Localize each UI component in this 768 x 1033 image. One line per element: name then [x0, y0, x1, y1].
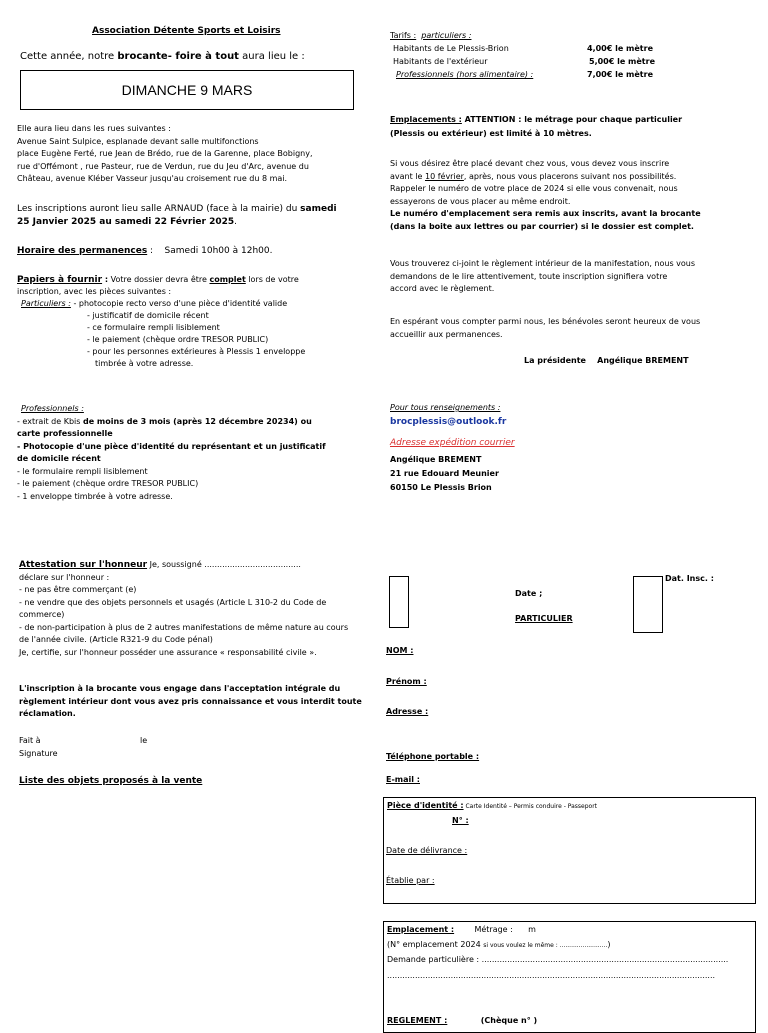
tarif-price: 5,00€ le mètre	[589, 57, 655, 66]
papers-label: Papiers à fournir	[17, 275, 103, 285]
engagement-line: règlement intérieur dont vous avez pris connaissance et vous interdit toute	[19, 696, 362, 706]
piece-label: Pièce d'identité :	[387, 801, 464, 810]
renseignements-label: Pour tous renseignements :	[390, 403, 501, 412]
num-empl-small[interactable]: si vous voulez le même : .........................	[483, 942, 608, 949]
association-title: Association Détente Sports et Loisirs	[92, 26, 281, 36]
reglement-line: Vous trouverez ci-joint le règlement intérieur de la manifestation, nous vous	[390, 259, 696, 268]
emplacements-text: (Plessis ou extérieur) est limité à 10 mètres.	[390, 129, 592, 138]
pros-line: de domicile récent	[17, 454, 101, 463]
particuliers-item: - pour les personnes extérieures à Plessis 1 enveloppe	[87, 347, 306, 356]
num-empl-close: )	[607, 940, 611, 949]
intro-pre: Cette année, notre	[20, 51, 115, 62]
streets-line: place Eugène Ferté, rue Jean de Brédo, rue de la Garenne, place Bobigny,	[17, 149, 313, 158]
particuliers-label: Particuliers :	[21, 299, 71, 308]
particuliers-item: - photocopie recto verso d'une pièce d'identité valide	[73, 299, 288, 308]
stamp-box-right[interactable]	[633, 576, 663, 633]
particuliers-item: - ce formulaire rempli lisiblement	[87, 323, 220, 332]
adresse-label: Adresse expédition courrier	[390, 438, 515, 448]
attestation-tail: Je, soussigné ......................................	[147, 560, 301, 569]
pros-line: - le paiement (chèque ordre TRESOR PUBLIC)	[17, 479, 199, 488]
pros-line: carte professionnelle	[17, 429, 113, 438]
piece-identite-box	[383, 797, 756, 904]
reglement-line: accord avec le règlement.	[390, 284, 495, 293]
tarifs-particuliers: particuliers :	[421, 31, 472, 40]
emplacements-text: ATTENTION : le métrage pour chaque particulier	[461, 115, 683, 124]
pros-label: Professionnels :	[21, 404, 84, 413]
piece-types: Carte Identité – Permis conduire - Passeport	[463, 803, 598, 810]
streets-line: Avenue Saint Sulpice, esplanade devant salle multifonctions	[17, 136, 259, 146]
registration-block	[17, 203, 337, 229]
adresse-block	[390, 453, 499, 495]
piece-identite-header	[387, 801, 597, 811]
particuliers-item: - le paiement (chèque ordre TRESOR PUBLIC)	[87, 335, 269, 344]
streets-line: Château, avenue Kléber Vasseur jusqu'au croisement rue du 8 mai.	[17, 174, 288, 183]
metrage-unit: m	[528, 925, 536, 934]
signature-label: Signature	[19, 749, 58, 758]
attestation-line: commerce)	[19, 610, 65, 619]
event-date: DIMANCHE 9 MARS	[121, 82, 253, 98]
tarifs-label: Tarifs :	[390, 31, 417, 40]
placement-line: Rappeler le numéro de votre place de 2024 si elle vous convenait, nous	[390, 184, 678, 193]
contact-email[interactable]: brocplessis@outlook.fr	[390, 417, 507, 427]
emplacement-box	[383, 921, 756, 1033]
presidente-name: Angélique BREMENT	[597, 356, 689, 365]
engagement-line: réclamation.	[19, 709, 76, 718]
registration-end: .	[234, 217, 238, 227]
presidente-line	[524, 356, 689, 366]
papers-sep: :	[102, 275, 109, 284]
pros-line: - extrait de Kbis	[17, 416, 83, 426]
papers-text2: lors de votre	[245, 275, 299, 284]
telephone-field[interactable]: Téléphone portable :	[386, 752, 480, 761]
demande-field[interactable]: Demande particulière : .................................................................................................	[387, 955, 729, 964]
reglement-line	[387, 1016, 537, 1026]
attestation-line: - ne vendre que des objets personnels et usagés (Article L 310-2 du Code de	[19, 597, 327, 607]
esperant-line: En espérant vous compter parmi nous, les bénévoles seront heureux de vous	[390, 317, 701, 326]
date-box	[20, 70, 354, 110]
papers-line2: inscription, avec les pièces suivantes :	[17, 287, 172, 296]
esperant-block	[390, 316, 700, 341]
adresse-line: 21 rue Edouard Meunier	[390, 469, 499, 478]
prenom-field[interactable]: Prénom :	[386, 677, 427, 686]
tarif-price: 7,00€ le mètre	[587, 70, 653, 79]
attestation-line: déclare sur l'honneur :	[19, 572, 110, 582]
papers-block	[17, 274, 305, 370]
delivrance-field[interactable]: Date de délivrance :	[386, 846, 468, 855]
placement-block	[390, 158, 701, 233]
tarif-price: 4,00€ le mètre	[587, 44, 653, 53]
stamp-box-left[interactable]	[389, 576, 409, 628]
intro-event: brocante- foire à tout	[117, 51, 239, 62]
emplacement-header	[387, 925, 536, 935]
placement-deadline: 10 février	[424, 171, 464, 181]
pros-line: - 1 enveloppe timbrée à votre adresse.	[17, 491, 173, 501]
liste-objets: Liste des objets proposés à la vente	[19, 776, 203, 786]
particuliers-item: - justificatif de domicile récent	[87, 311, 209, 320]
placement-line: essayerons de vous placer au même endroit.	[390, 196, 571, 206]
cheque-field[interactable]: (Chèque n° )	[480, 1016, 538, 1025]
particulier-label: PARTICULIER	[515, 614, 573, 623]
fait-a: Fait à	[19, 736, 41, 745]
papers-complete: complet	[209, 275, 246, 284]
hours-line	[17, 246, 272, 257]
pros-line-bold: de moins de 3 mois (après 12 décembre 20234) ou	[82, 416, 312, 426]
esperant-line: accueillir aux permanences.	[390, 329, 503, 339]
engagement-block	[19, 683, 362, 721]
reglement-line: demandons de le lire attentivement, toute inscription signifiera votre	[390, 271, 668, 281]
date-label: Date ;	[515, 589, 543, 598]
reglement-block	[390, 258, 695, 296]
tarif-name: Habitants de Le Plessis-Brion	[393, 44, 509, 53]
num-empl-line	[387, 940, 610, 950]
registration-dates: 25 Janvier 2025 au samedi 22 Février 2025	[17, 217, 235, 227]
tarifs-block	[390, 29, 710, 81]
emplacement-label: Emplacement :	[387, 925, 455, 934]
pros-block	[17, 403, 326, 503]
attestation-block	[19, 559, 348, 659]
numero-field[interactable]: N° :	[452, 816, 469, 825]
attestation-label: Attestation sur l'honneur	[19, 560, 148, 570]
tarif-name: Professionnels (hors alimentaire) :	[396, 70, 534, 79]
hours-sep: :	[147, 246, 154, 256]
attestation-line: - de non-participation à plus de 2 autres manifestations de même nature au cours	[19, 622, 349, 632]
streets-block	[17, 123, 313, 186]
placement-line: avant le	[390, 171, 425, 181]
streets-line: Elle aura lieu dans les rues suivantes :	[17, 124, 171, 133]
adresse-line: Angélique BREMENT	[390, 455, 482, 464]
demande-dots[interactable]: .................................................................................................................................	[387, 971, 716, 980]
registration-bold: samedi	[300, 204, 337, 214]
attestation-line: Je, certifie, sur l'honneur posséder une assurance « responsabilité civile ».	[19, 647, 317, 657]
etablie-field[interactable]: Établie par :	[386, 876, 435, 885]
dat-insc-label: Dat. Insc. :	[665, 574, 714, 583]
placement-line: (dans la boite aux lettres ou par courrier) si le dossier est complet.	[390, 221, 694, 231]
papers-text1: Votre dossier devra être	[108, 275, 210, 284]
attestation-line: de l'année civile. (Article R321-9 du Code pénal)	[19, 635, 213, 644]
num-empl-text: (N° emplacement 2024	[387, 940, 484, 949]
particuliers-item: timbrée à votre adresse.	[95, 359, 194, 368]
intro-line	[20, 51, 305, 63]
placement-line: Si vous désirez être placé devant chez vous, vous devez vous inscrire	[390, 159, 670, 168]
hours-label: Horaire des permanences	[17, 246, 148, 256]
engagement-line: L'inscription à la brocante vous engage dans l'acceptation intégrale du	[19, 684, 341, 693]
emplacements-label: Emplacements :	[390, 115, 462, 124]
attestation-line: - ne pas être commerçant (e)	[19, 585, 137, 594]
placement-line: Le numéro d'emplacement sera remis aux inscrits, avant la brocante	[390, 209, 701, 218]
placement-line: , après, nous vous placerons suivant nos possibilités.	[463, 171, 677, 181]
streets-line: rue d'Offémont , rue Pasteur, rue de Verdun, rue du Jeu d'Arc, avenue du	[17, 161, 309, 171]
pros-line: - le formulaire rempli lisiblement	[17, 466, 148, 476]
email-field[interactable]: E-mail :	[386, 775, 420, 784]
emplacements-block	[390, 113, 682, 141]
nom-field[interactable]: NOM :	[386, 646, 414, 655]
le-label: le	[140, 736, 148, 745]
pros-line: - Photocopie d'une pièce d'identité du représentant et un justificatif	[17, 441, 326, 451]
adresse-line: 60150 Le Plessis Brion	[390, 483, 492, 492]
registration-text: Les inscriptions auront lieu salle ARNAUD (face à la mairie) du	[17, 204, 298, 214]
hours-value: Samedi 10h00 à 12h00.	[164, 246, 273, 256]
tarif-name: Habitants de l'extérieur	[393, 57, 488, 66]
adresse-field[interactable]: Adresse :	[386, 707, 429, 716]
reglement-label: REGLEMENT :	[387, 1016, 448, 1025]
presidente-label: La présidente	[524, 356, 586, 365]
intro-post: aura lieu le :	[242, 51, 305, 62]
metrage-field[interactable]: Métrage :	[474, 925, 513, 934]
